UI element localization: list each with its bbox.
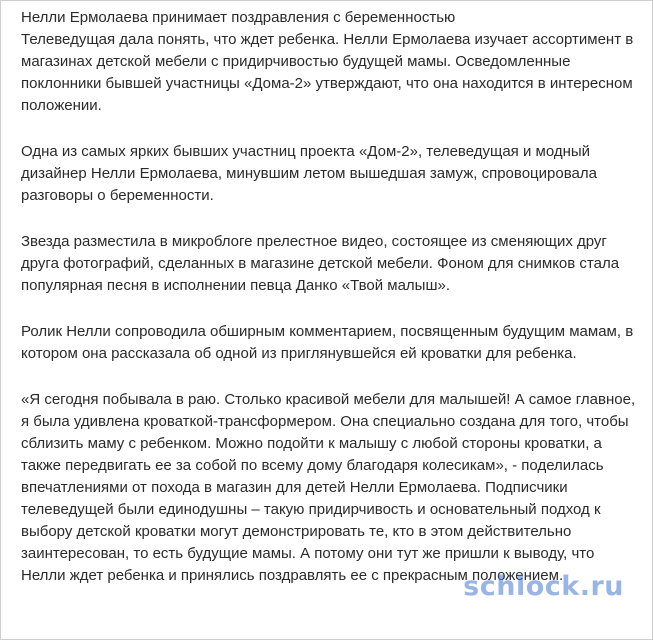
- paragraph-4: «Я сегодня побывала в раю. Столько красивой мебели для малышей! А самое главное, я была удивлена кроваткой-трансформером. Она специально создана для того, чтобы сблизить маму с ребенком. Можно подойти к малышу с любой стороны кроватки, а также передвигать ее за собой по всему дому благодаря колесикам», - поделилась впечатлениями от похода в магазин для детей Нелли Ермолаева. Подписчики телеведущей были единодушны – такую придирчивость и основательный подход к выбору детской кроватки могут демонстрировать те, кто в этом действительно заинтересован, то есть будущие мамы. А потому они тут же пришли к выводу, что Нелли ждет ребенка и принялись поздравлять ее с прекрасным положением.: [21, 391, 636, 584]
- paragraph-3: Ролик Нелли сопроводила обширным комментарием, посвященным будущим мамам, в котором она рассказала об одной из приглянувшейся ей кроватки для ребенка.: [21, 323, 634, 362]
- article-intro: [21, 7, 636, 117]
- article-lead: Телеведущая дала понять, что ждет ребенка. Нелли Ермолаева изучает ассортимент в магазинах детской мебели с придирчивостью будущей мамы. Осведомленные поклонники бывшей участницы «Дома-2» утверждают, что она находится в интересном положении.: [21, 31, 634, 114]
- article: [21, 7, 636, 611]
- article-title: Нелли Ермолаева принимает поздравления с беременностью: [21, 9, 456, 26]
- paragraph-2: Звезда разместила в микроблоге прелестное видео, состоящее из сменяющих друг друга фотографий, сделанных в магазине детской мебели. Фоном для снимков стала популярная песня в исполнении певца Данко «Твой малыш».: [21, 233, 620, 294]
- paragraph-1: Одна из самых ярких бывших участниц проекта «Дом-2», телеведущая и модный дизайнер Нелли Ермолаева, минувшим летом вышедшая замуж, спровоцировала разговоры о беременности.: [21, 143, 597, 204]
- site-watermark: schlock.ru: [463, 571, 624, 602]
